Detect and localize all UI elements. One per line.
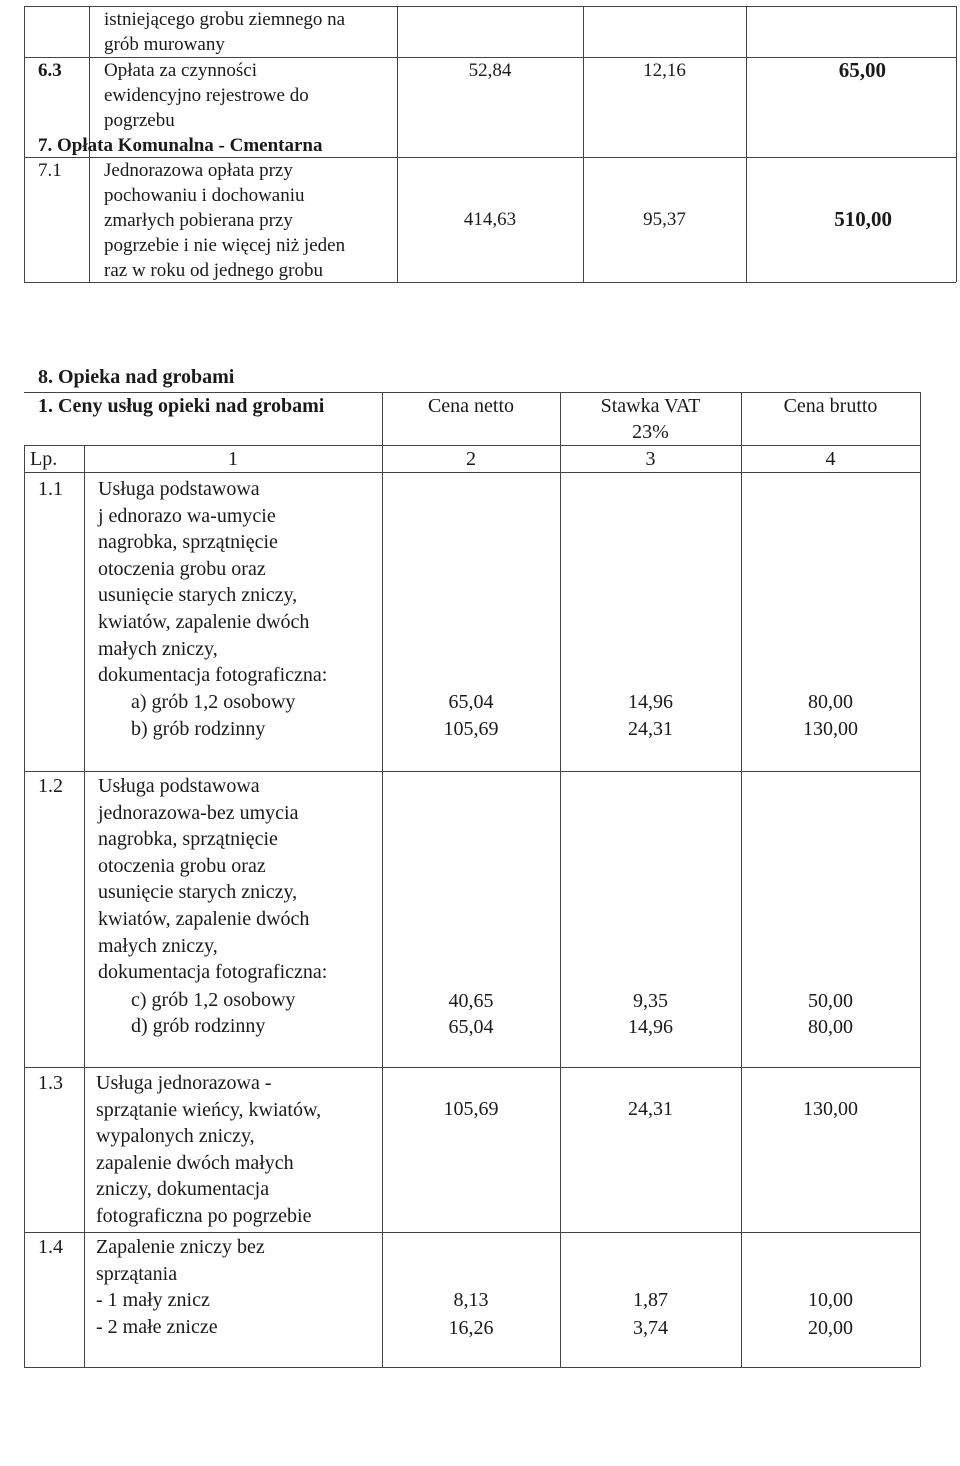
header-brutto: Cena brutto	[783, 395, 878, 417]
item-label: d) grób rodzinny	[131, 1015, 266, 1037]
rule	[746, 6, 747, 282]
column-number: 4	[825, 448, 836, 470]
price-brutto: 130,00	[803, 718, 858, 740]
rule	[583, 6, 584, 282]
price-netto: 65,04	[448, 1016, 494, 1038]
rule	[24, 6, 25, 282]
column-number: 1	[228, 448, 238, 470]
header-vat: Stawka VAT	[600, 395, 701, 417]
section-heading: 7. Opłata Komunalna - Cmentarna	[38, 135, 323, 156]
price-netto: 8,13	[453, 1289, 489, 1311]
row-lp: 1.3	[38, 1072, 63, 1094]
vat-amount: 12,16	[643, 60, 686, 81]
rule	[382, 392, 383, 1367]
rule	[84, 445, 85, 1367]
item-label: c) grób 1,2 osobowy	[131, 989, 296, 1011]
item-label: - 1 mały znicz	[96, 1289, 210, 1311]
price-netto: 16,26	[448, 1317, 494, 1339]
rule	[920, 392, 921, 1367]
price-brutto: 130,00	[803, 1098, 858, 1120]
row-desc: Usługa podstawowa jednorazowa-bez umycia nagrobka, sprzątnięcie otoczenia grobu oraz usunięcie starych zniczy, kwiatów, zapalenie dwóch małych zniczy, dokumentacja fotograficzna:	[98, 775, 328, 984]
column-number: 3	[645, 448, 656, 470]
rule	[741, 392, 742, 1367]
rule	[24, 1367, 920, 1368]
price-netto: 65,04	[448, 691, 494, 713]
price-netto: 105,69	[443, 1098, 499, 1120]
item-label: - 2 małe znicze	[96, 1316, 218, 1338]
row-desc: istniejącego grobu ziemnego na grób murowany	[104, 9, 346, 55]
row-desc: Opłata za czynności ewidencyjno rejestrowe do pogrzebu	[104, 60, 309, 131]
price-brutto: 80,00	[808, 691, 853, 713]
row-lp: 7.1	[38, 160, 62, 181]
rule	[24, 445, 25, 1367]
row-lp: 1.4	[38, 1236, 63, 1258]
rule	[24, 1067, 920, 1068]
row-lp: 1.1	[38, 478, 63, 500]
header-lp: Lp.	[30, 448, 58, 470]
vat-amount: 95,37	[643, 209, 686, 230]
price-brutto: 20,00	[808, 1317, 853, 1339]
rule	[956, 6, 957, 282]
price-brutto: 65,00	[838, 58, 886, 82]
vat-amount: 9,35	[633, 990, 668, 1012]
vat-amount: 1,87	[633, 1289, 668, 1311]
table-title: 1. Ceny usług opieki nad grobami	[38, 395, 325, 417]
vat-amount: 24,31	[628, 1098, 673, 1120]
price-brutto: 50,00	[808, 990, 853, 1012]
row-lp: 1.2	[38, 775, 63, 797]
row-desc: Jednorazowa opłata przy pochowaniu i dochowaniu zmarłych pobierana przy pogrzebie i nie więcej niż jeden raz w roku od jednego grobu	[104, 160, 346, 281]
vat-amount: 3,74	[633, 1317, 668, 1339]
row-desc: Usługa jednorazowa - sprzątanie wieńcy, kwiatów, wypalonych zniczy, zapalenie dwóch małych zniczy, dokumentacja fotograficzna po pogrzebie	[96, 1072, 322, 1227]
rule	[24, 771, 920, 772]
row-desc: Zapalenie zniczy bez sprzątania	[96, 1236, 265, 1285]
rule	[397, 6, 398, 282]
vat-amount: 24,31	[628, 718, 673, 740]
rule	[560, 392, 561, 1367]
vat-amount: 14,96	[628, 1016, 673, 1038]
price-netto: 52,84	[468, 60, 512, 81]
vat-amount: 14,96	[628, 691, 673, 713]
price-brutto: 510,00	[834, 207, 892, 231]
row-desc: Usługa podstawowa j ednorazo wa-umycie nagrobka, sprzątnięcie otoczenia grobu oraz usunięcie starych zniczy, kwiatów, zapalenie dwóch małych zniczy, dokumentacja fotograficzna:	[98, 478, 328, 687]
item-label: b) grób rodzinny	[131, 718, 266, 740]
rule	[24, 1232, 920, 1233]
price-brutto: 80,00	[808, 1016, 853, 1038]
item-label: a) grób 1,2 osobowy	[131, 691, 296, 713]
price-netto: 105,69	[443, 718, 499, 740]
price-brutto: 10,00	[808, 1289, 853, 1311]
header-vat-rate: 23%	[632, 421, 669, 443]
section-title: 8. Opieka nad grobami	[38, 366, 235, 388]
price-netto: 40,65	[448, 990, 494, 1012]
header-netto: Cena netto	[427, 395, 515, 417]
price-netto: 414,63	[463, 209, 517, 230]
row-lp: 6.3	[38, 60, 62, 81]
column-number: 2	[466, 448, 476, 470]
